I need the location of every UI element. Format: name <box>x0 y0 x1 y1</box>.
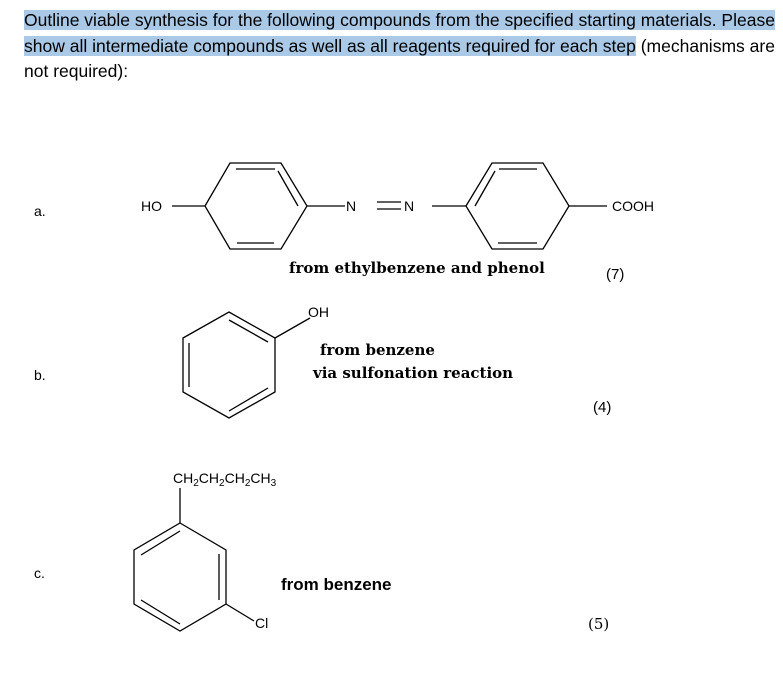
problem-b-points: (4) <box>593 399 612 416</box>
right-benzene-ring <box>466 163 569 249</box>
phenol-ring <box>183 312 275 418</box>
instructions-tail: (mechanisms are not required): <box>24 35 775 81</box>
chloro-group: Cl <box>255 615 269 631</box>
problem-c-label: c. <box>34 565 45 581</box>
butyl-chain: $CH_2CH_2CH_2CH_3$ <box>173 470 277 489</box>
highlighted-instructions: Outline viable synthesis for the following compounds from the specified starting materials. Please show all intermediate compounds as well as all reagents required for each step <box>24 10 775 56</box>
cl-bond <box>226 604 254 621</box>
azo-n-right: N <box>404 198 415 214</box>
left-benzene-ring <box>205 163 307 249</box>
cooh-group: COOH <box>612 198 654 214</box>
problem-b-source-line1: from benzene <box>320 341 435 359</box>
problem-a-label: a. <box>34 203 46 219</box>
oh-bond <box>275 318 310 338</box>
problem-b-source-line2: via sulfonation reaction <box>313 364 514 382</box>
problem-c-points: (5) <box>588 615 610 633</box>
problem-a-source: from ethylbenzene and phenol <box>289 259 545 277</box>
problem-c-source: from benzene <box>281 575 392 594</box>
problem-b-label: b. <box>34 367 46 383</box>
chlorobenzene-ring <box>134 523 226 631</box>
azo-n-left: N <box>346 198 357 214</box>
problem-a-points: (7) <box>606 266 625 283</box>
oh-group: OH <box>308 304 329 320</box>
ho-group: HO <box>141 198 162 214</box>
